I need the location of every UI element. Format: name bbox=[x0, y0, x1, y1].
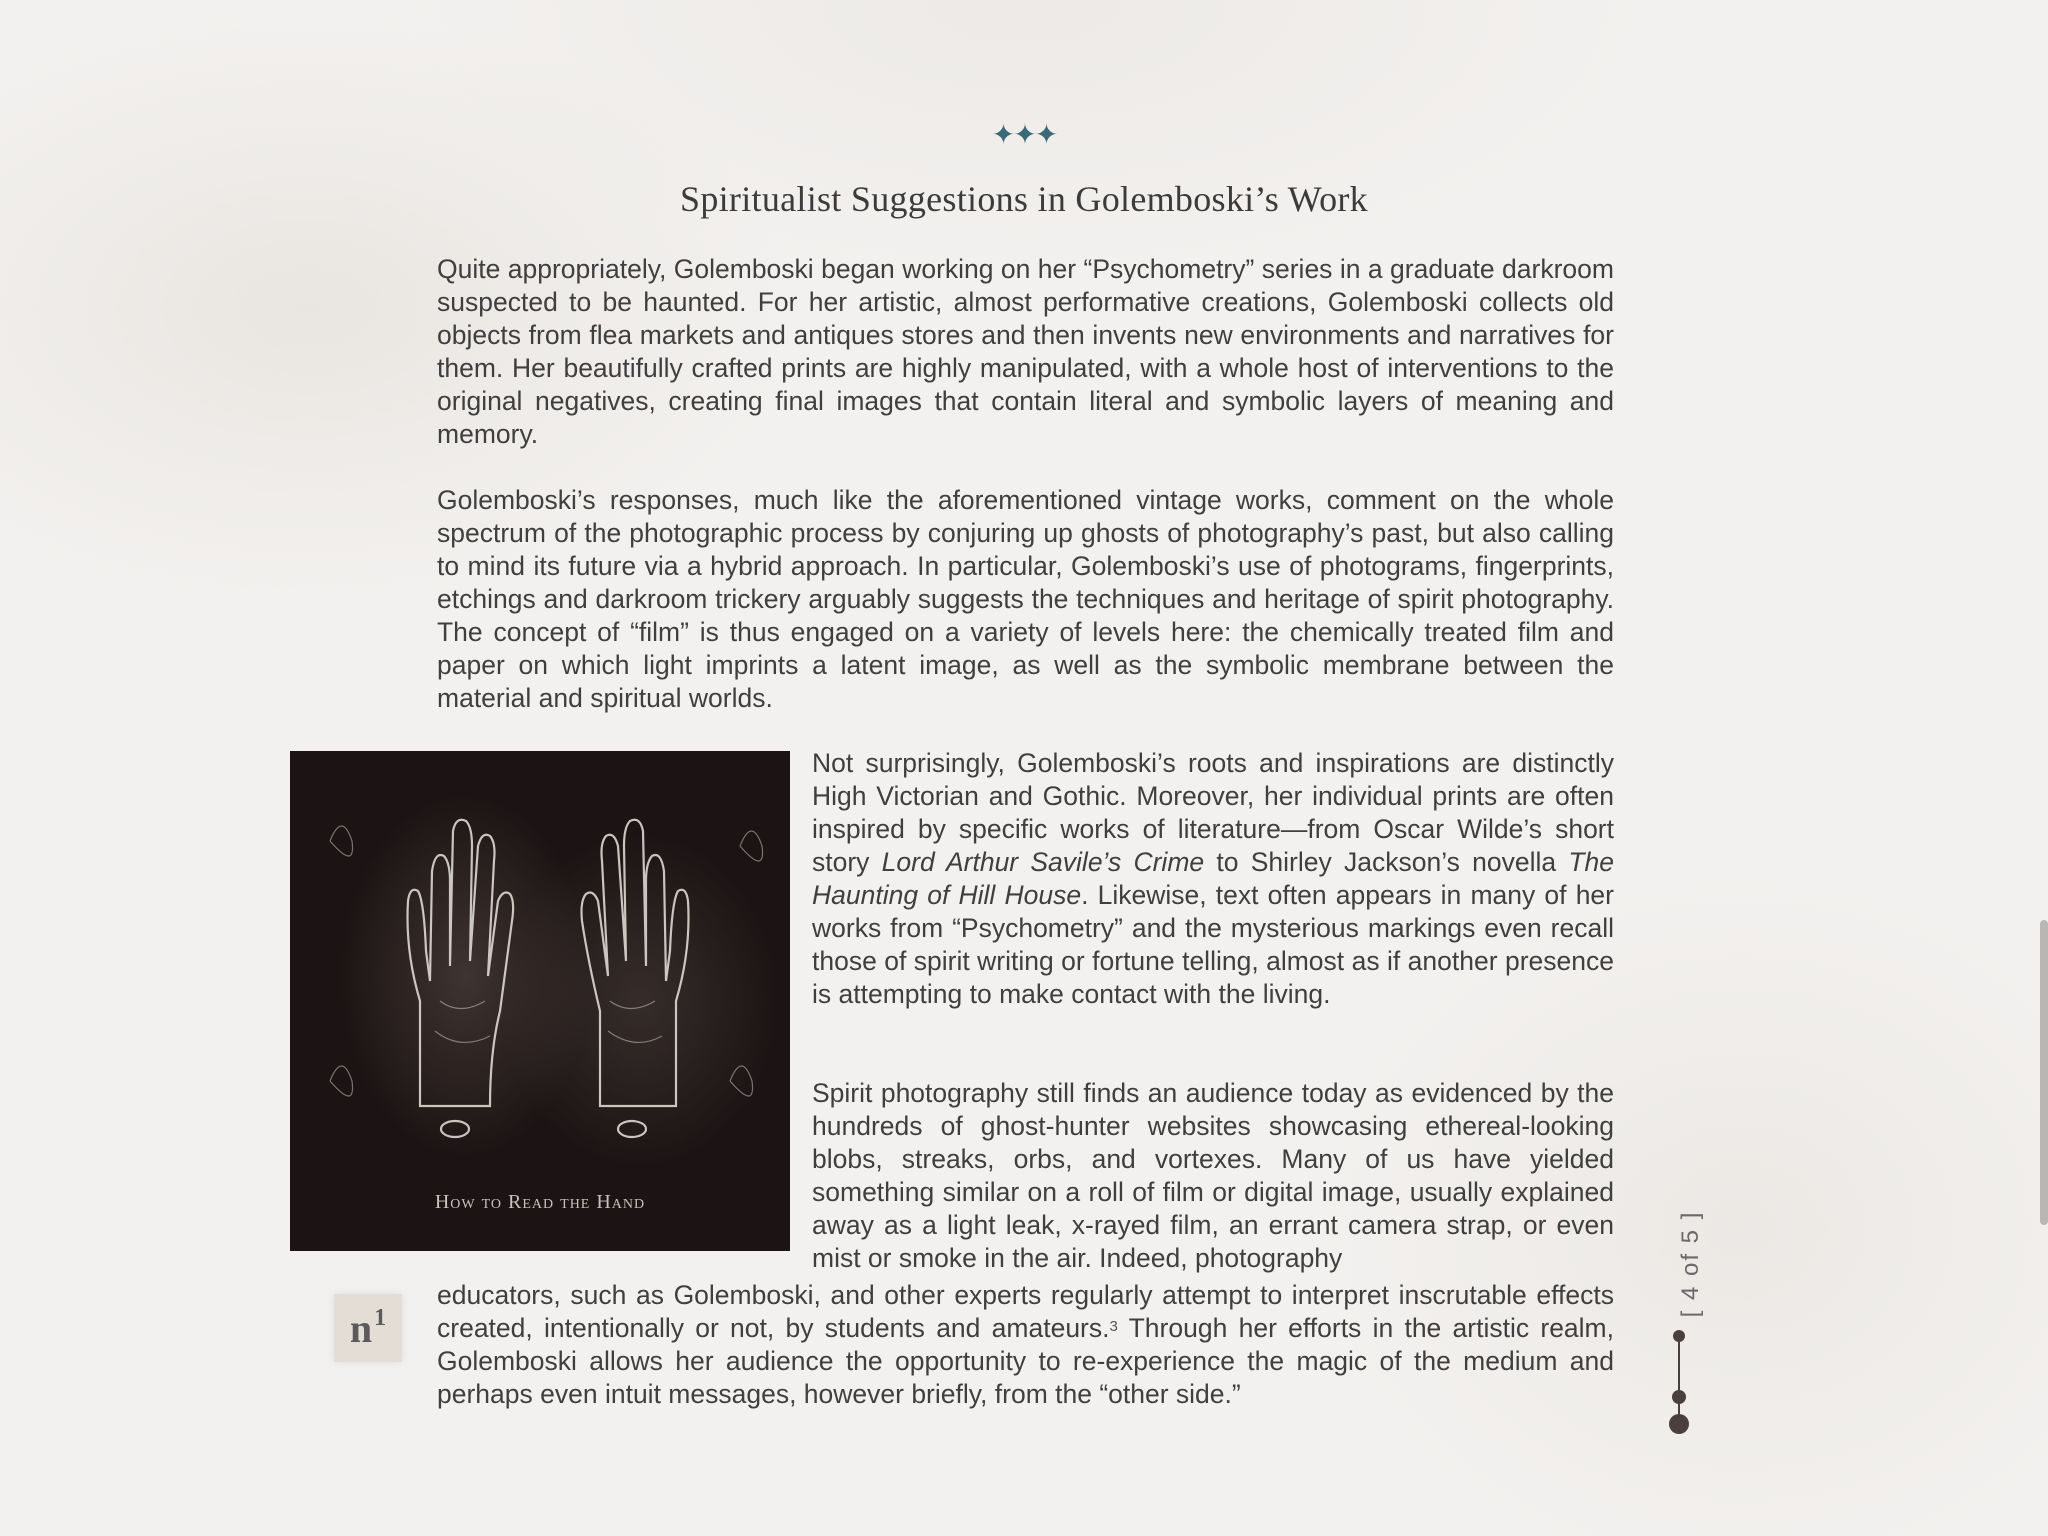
page-indicator-label: [ 4 of 5 ] bbox=[1677, 1210, 1704, 1318]
paragraph-2: Golemboski’s responses, much like the aforementioned vintage works, comment on the whole spectrum of the photographic process by conjuring up ghosts of photography’s past, but also calling to mind its future via a hybrid approach. In particular, Golemboski’s use of photograms, fingerprints, etchings and darkroom trickery arguably suggests the techniques and heritage of spirit photography. The concept of “film” is thus engaged on a variety of levels here: the chemically treated film and paper on which light imprints a latent image, as well as the symbolic membrane between the material and spiritual worlds. bbox=[437, 485, 1614, 713]
page-progress-track[interactable] bbox=[1664, 1322, 1694, 1442]
page-indicator bbox=[1676, 1210, 1706, 1318]
paragraph-5: educators, such as Golemboski, and other experts regularly attempt to interpret inscrutable effects created, intentionally or not, by students and amateurs.$^3$ Through her efforts in the artistic realm, Golemboski allows her audience the opportunity to re-experience the magic of the medium and perhaps even intuit messages, however briefly, from the “other side.” bbox=[437, 1280, 1614, 1409]
artwork-caption: How to Read the Hand bbox=[434, 1191, 646, 1213]
section-title: Spiritualist Suggestions in Golemboski’s Work bbox=[680, 179, 1368, 219]
hands-illustration bbox=[290, 751, 790, 1251]
scrollbar[interactable] bbox=[2040, 0, 2048, 1536]
book-title-savile: Lord Arthur Savile’s Crime bbox=[881, 847, 1205, 877]
footnote-marker[interactable]: 3 bbox=[1109, 1318, 1118, 1335]
book-title-hill-house: The Haunting of Hill House bbox=[812, 847, 1614, 910]
scrollbar-thumb[interactable] bbox=[2040, 920, 2048, 1225]
notes-count: 1 bbox=[374, 1304, 387, 1331]
paragraph-4: Spirit photography still finds an audience today as evidenced by the hundreds of ghost-hunter websites showcasing ethereal-looking blobs, streaks, orbs, and vortexes. Many of us have yielded something similar on a roll of film or digital image, usually explained away as a light leak, x-rayed film, an errant camera strap, or even mist or smoke in the air. Indeed, photography bbox=[812, 1078, 1614, 1273]
paragraph-3: Not surprisingly, Golemboski’s roots and inspirations are distinctly High Victorian and Gothic. Moreover, her individual prints are often inspired by specific works of literature—from Oscar Wilde’s short story Lord Arthur Savile’s Crime to Shirley Jackson’s novella The Haunting of Hill House. Likewise, text often appears in many of her works from “Psychometry” and the mysterious markings even recall those of spirit writing or fortune telling, almost as if another presence is attempting to make contact with the living. bbox=[812, 748, 1614, 1009]
title-ornament: ✦✦✦ bbox=[991, 118, 1057, 151]
notes-letter: n bbox=[349, 1305, 373, 1351]
progress-dot-2 bbox=[1672, 1390, 1686, 1404]
notes-button[interactable] bbox=[334, 1294, 402, 1362]
paragraph-1: Quite appropriately, Golemboski began working on her “Psychometry” series in a graduate darkroom suspected to be haunted. For her artistic, almost performative creations, Golemboski collects old objects from flea markets and antiques stores and then invents new environments and narratives for them. Her beautifully crafted prints are highly manipulated, with a whole host of interventions to the original negatives, creating final images that contain literal and symbolic layers of meaning and memory. bbox=[437, 254, 1614, 449]
progress-dot-current bbox=[1669, 1414, 1689, 1434]
artwork-image[interactable] bbox=[290, 751, 790, 1251]
progress-dot-1 bbox=[1673, 1330, 1685, 1342]
